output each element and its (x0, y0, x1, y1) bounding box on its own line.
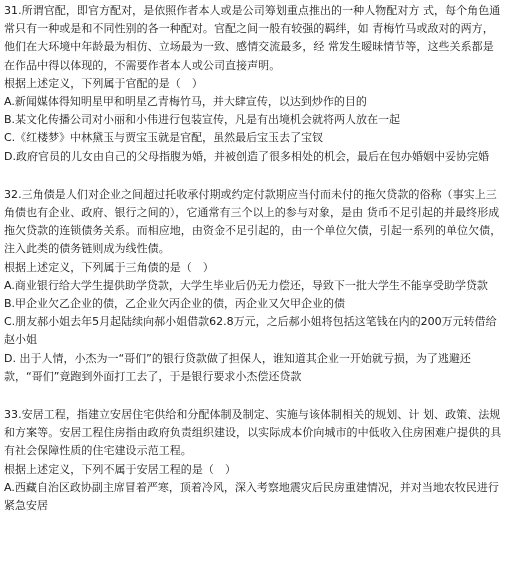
option-a: A.新闻媒体得知明星甲和明星乙青梅竹马，并大肆宣传，以达到炒作的目的 (4, 95, 367, 109)
option-b: B.甲企业欠乙企业的债，乙企业欠丙企业的债，丙企业又欠甲企业的债 (4, 297, 346, 311)
question-stem: 33.安居工程，指建立安居住宅供给和分配体制及制定、实施与该体制相关的规划、计 划、政策、法规和方案等。安居工程住房指由政府负责组织建设，以实际成本价向城市的中低收入住房困难户提供的具有社会保障性质的住宅建设示范工程。 (4, 408, 502, 458)
option-d: D. 出于人情，小杰为一“哥们”的银行贷款做了担保人，谁知道其企业一开始就亏损，为了逃避还款，“哥们”竟跑到外面打工去了，于是银行要求小杰偿还贷款 (4, 351, 471, 383)
question-prompt: 根据上述定义，下列属于三角债的是（ ） (4, 260, 214, 274)
question-stem: 31.所谓官配，即官方配对，是依照作者本人或是公司筹划重点推出的一种人物配对方 式，每个角色通常只有一种或是和不同性别的各一种配对。官配之间一般有较强的羁绊，如 青梅竹马或敌对的两方，他们在大环境中年龄最为相仿、立场最为一致、感情交流最多，经 常发生暧昧情节等，这些关系都是在作品中得以体现的，不需要作者本人或公司直接声明。 (4, 4, 501, 72)
option-b: B.某文化传播公司对小丽和小伟进行包装宣传，凡是有出境机会就将两人放在一起 (4, 113, 401, 127)
option-a: A.商业银行给大学生提供助学贷款，大学生毕业后仍无力偿还，导致下一批大学生不能享受助学贷款 (4, 278, 488, 292)
option-d: D.政府官员的儿女由自己的父母指腹为婚，并被创造了很多相处的机会，最后在包办婚姻中妥协完婚 (4, 149, 489, 163)
question-32 (4, 186, 504, 386)
question-33 (4, 406, 504, 515)
option-c: C.《红楼梦》中林黛玉与贾宝玉就是官配，虽然最后宝玉去了宝钗 (4, 131, 324, 145)
question-prompt: 根据上述定义，下列属于官配的是（ ） (4, 76, 203, 90)
option-a: A.西藏自治区政协副主席冒着严寒，顶着冷风，深入考察地震灾后民房重建情况，并对当地农牧民进行紧急安居 (4, 480, 499, 513)
option-c: C.朋友郝小姐去年5月起陆续向郝小姐借款62.8万元，之后郝小姐将包括这笔钱在内的200万元转借给赵小姐 (4, 315, 497, 347)
question-31 (4, 2, 504, 166)
question-prompt: 根据上述定义，下列不属于安居工程的是（ ） (4, 462, 237, 476)
question-stem: 32.三角债是人们对企业之间超过托收承付期或约定付款期应当付而未付的拖欠贷款的俗称（事实上三角债也有企业、政府、银行之间的），它通常有三个以上的参与对象，是由 货币不足引起的并最终形成拖欠贷款的连锁债务关系。而相应地，由资金不足引起的，由一个单位欠债，引起一系列的单位欠债，注入此类的债务链则成为线性债。 (4, 187, 502, 256)
